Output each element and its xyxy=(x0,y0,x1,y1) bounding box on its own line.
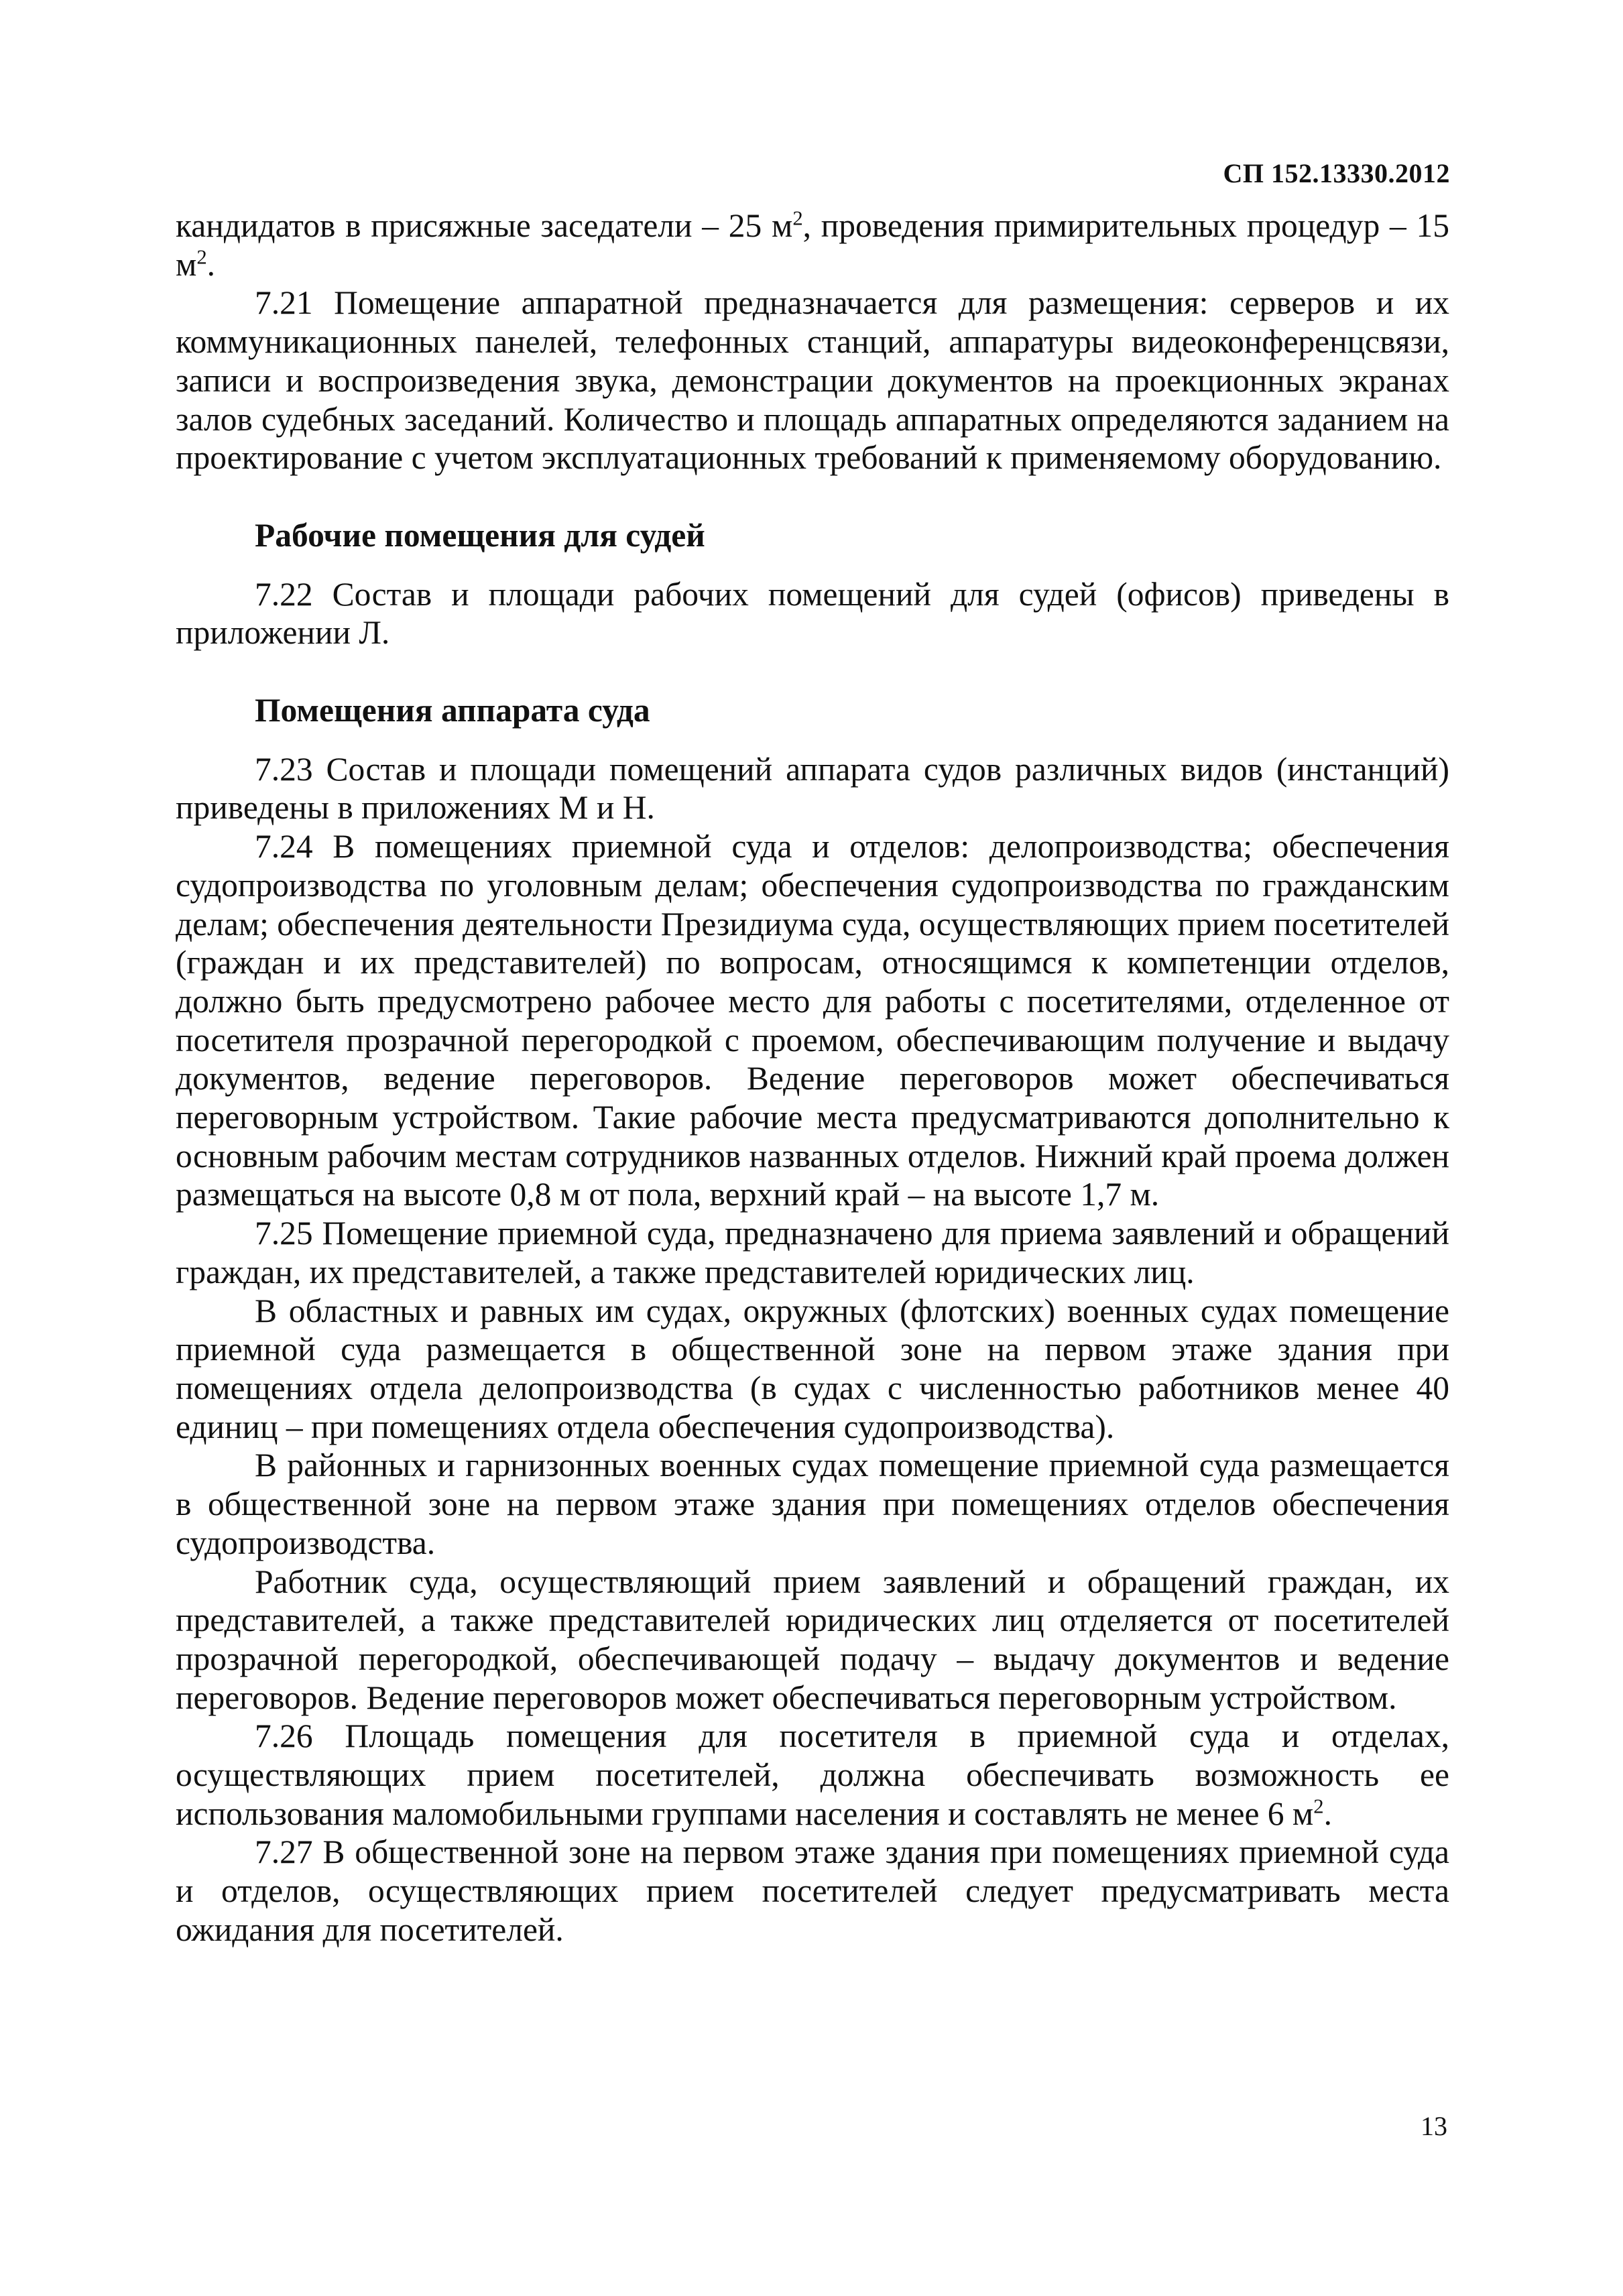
paragraph-text-part: кандидатов в присяжные заседатели – 25 м xyxy=(176,207,793,244)
paragraph-regional-courts: В областных и равных им судах, окружных (флотских) военных судах помещение приемной суда размещается в общественной зоне на первом этаже здания при помещениях отдела делопроизводства (в судах с численностью работников менее 40 единиц – при помещениях отдела обеспечения судопроизводства). xyxy=(176,1292,1449,1445)
paragraph-text-part: . xyxy=(1323,1795,1332,1832)
paragraph-7-27: 7.27 В общественной зоне на первом этаже здания при помещениях приемной суда и отделов, осуществляющих прием посетителей следует предусматривать места ожидания для посетителей. xyxy=(176,1833,1449,1948)
document-code-header: СП 152.13330.2012 xyxy=(1223,158,1450,188)
superscript-2: 2 xyxy=(1313,1795,1324,1818)
document-body xyxy=(176,206,1449,1949)
superscript-2: 2 xyxy=(196,245,207,269)
paragraph-7-24: 7.24 В помещениях приемной суда и отделов: делопроизводства; обеспечения судопроизводства по уголовным делам; обеспечения судопроизводства по гражданским делам; обеспечения деятельности Президиума суда, осуществляющих прием посетителей (граждан и их представителей) по вопросам, относящимся к компетенции отделов, должно быть предусмотрено рабочее место для работы с посетителями, отделенное от посетителя прозрачной перегородкой с проемом, обеспечивающим получение и выдачу документов, ведение переговоров. Ведение переговоров может обеспечиваться переговорным устройством. Такие рабочие места предусматриваются дополнительно к основным рабочим местам сотрудников названных отделов. Нижний край проема должен размещаться на высоте 0,8 м от пола, верхний край – на высоте 1,7 м. xyxy=(176,828,1449,1213)
paragraph-text-part: . xyxy=(206,245,216,283)
paragraph-court-worker: Работник суда, осуществляющий прием заявлений и обращений граждан, их представителей, а также представителей юридических лиц отделяется от посетителей прозрачной перегородкой, обеспечивающей подачу – выдачу документов и ведение переговоров. Ведение переговоров может обеспечиваться переговорным устройством. xyxy=(176,1563,1449,1716)
paragraph-7-26 xyxy=(176,1717,1449,1833)
section-heading-apparatus: Помещения аппарата суда xyxy=(255,692,650,729)
paragraph-7-25: 7.25 Помещение приемной суда, предназначено для приема заявлений и обращений граждан, их представителей, а также представителей юридических лиц. xyxy=(176,1215,1449,1290)
paragraph-text-part: , проведения примирительных процедур – 15 м xyxy=(176,207,1449,283)
paragraph-7-22: 7.22 Состав и площади рабочих помещений для судей (офисов) приведены в приложении Л. xyxy=(176,575,1449,652)
page-number: 13 xyxy=(1421,2111,1447,2141)
section-heading-judges: Рабочие помещения для судей xyxy=(255,516,705,554)
paragraph-7-21: 7.21 Помещение аппаратной предназначается для размещения: серверов и их коммуникационных панелей, телефонных станций, аппаратуры видеоконференцсвязи, записи и воспроизведения звука, демонстрации документов на проекционных экранах залов судебных заседаний. Количество и площадь аппаратных определяются заданием на проектирование с учетом эксплуатационных требований к применяемому оборудованию. xyxy=(176,284,1449,477)
paragraph-text-part: 7.26 Площадь помещения для посетителя в приемной суда и отделах, осуществляющих прием посетителей, должна обеспечивать возможность ее использования маломобильными группами населения и составлять не менее 6 м xyxy=(176,1717,1449,1832)
superscript-2: 2 xyxy=(792,206,803,230)
paragraph-continuation xyxy=(176,206,1449,284)
paragraph-7-23: 7.23 Состав и площади помещений аппарата судов различных видов (инстанций) приведены в приложениях М и Н. xyxy=(176,750,1449,827)
paragraph-district-courts: В районных и гарнизонных военных судах помещение приемной суда размещается в общественной зоне на первом этаже здания при помещениях отделов обеспечения судопроизводства. xyxy=(176,1447,1449,1561)
